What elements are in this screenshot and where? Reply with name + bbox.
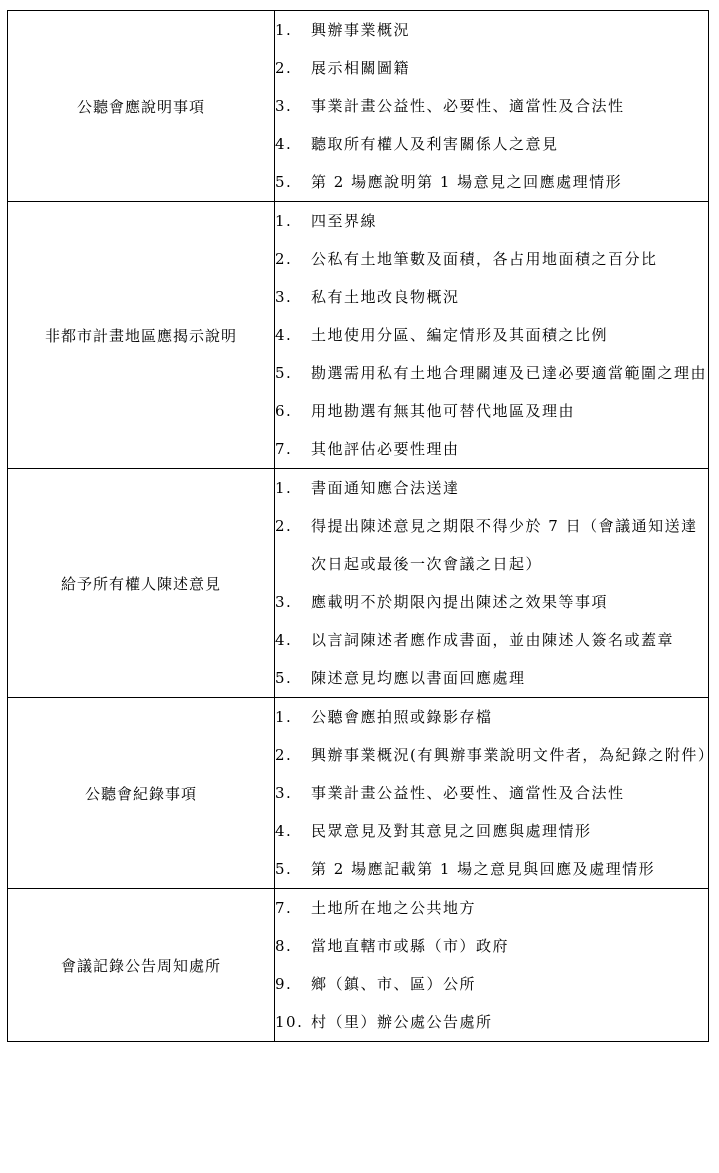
- item-text: 村（里）辦公處公告處所: [311, 1013, 493, 1031]
- item-text: 第 2 場應說明第 1 場意見之回應處理情形: [311, 173, 623, 191]
- list-item: [275, 87, 708, 125]
- list-item: [275, 889, 708, 927]
- list-item: [275, 965, 708, 1003]
- item-text: 鄉（鎮、市、區）公所: [311, 975, 477, 993]
- list-item: [275, 583, 708, 621]
- list-item: [275, 430, 708, 468]
- row-items: [275, 469, 709, 698]
- item-number: 9.: [275, 975, 293, 993]
- item-number: 1.: [275, 479, 293, 497]
- table-row: [8, 202, 709, 469]
- item-text: 事業計畫公益性、必要性、適當性及合法性: [311, 97, 625, 115]
- item-number: 7.: [275, 899, 293, 917]
- item-number: 3.: [275, 288, 293, 306]
- item-text: 民眾意見及對其意見之回應與處理情形: [311, 822, 592, 840]
- list-item: [275, 392, 708, 430]
- row-items: [275, 889, 709, 1042]
- table-row: [8, 889, 709, 1042]
- table-body: [8, 11, 715, 1042]
- list-item: [275, 698, 708, 736]
- item-text: 得提出陳述意見之期限不得少於 7 日（會議通知送達次日起或最後一次會議之日起）: [311, 517, 698, 573]
- item-number: 5.: [275, 669, 293, 687]
- item-number: 4.: [275, 135, 293, 153]
- item-number: 10.: [275, 1013, 304, 1031]
- item-list: [275, 698, 715, 888]
- item-number: 4.: [275, 326, 293, 344]
- item-text: 聽取所有權人及利害關係人之意見: [311, 135, 559, 153]
- list-item: [275, 125, 708, 163]
- list-item: [275, 850, 708, 888]
- item-number: 2.: [275, 59, 293, 77]
- item-text: 應載明不於期限內提出陳述之效果等事項: [311, 593, 609, 611]
- row-items: [275, 11, 709, 202]
- list-item: [275, 11, 708, 49]
- item-text: 興辦事業概況: [311, 21, 411, 39]
- row-label: 會議記錄公告周知處所: [8, 889, 275, 1042]
- item-number: 7.: [275, 440, 293, 458]
- item-text: 公聽會應拍照或錄影存檔: [311, 708, 493, 726]
- item-list: [275, 11, 708, 201]
- list-item: [275, 812, 708, 850]
- list-item: [275, 507, 708, 583]
- row-items: [275, 202, 709, 469]
- item-list: [275, 469, 708, 697]
- item-number: 2.: [275, 517, 293, 535]
- item-number: 5.: [275, 860, 293, 878]
- list-item: [275, 774, 708, 812]
- list-item: [275, 659, 708, 697]
- list-item: [275, 927, 708, 965]
- item-number: 3.: [275, 593, 293, 611]
- table-row: [8, 698, 709, 889]
- list-item: [275, 469, 708, 507]
- item-text: 其他評估必要性理由: [311, 440, 460, 458]
- item-number: 4.: [275, 631, 293, 649]
- item-list: [275, 202, 708, 468]
- item-number: 3.: [275, 784, 293, 802]
- item-text: 土地使用分區、編定情形及其面積之比例: [311, 326, 609, 344]
- list-item: [275, 202, 708, 240]
- table-row: [8, 11, 709, 202]
- list-item: [275, 49, 708, 87]
- list-item: [275, 621, 708, 659]
- item-number: 6.: [275, 402, 293, 420]
- row-label: 公聽會應說明事項: [8, 11, 275, 202]
- item-text: 用地勘選有無其他可替代地區及理由: [311, 402, 576, 420]
- row-items: [275, 698, 715, 889]
- requirements-table: [7, 10, 715, 1042]
- list-item: [275, 1003, 708, 1041]
- list-item: [275, 163, 708, 201]
- item-text: 書面通知應合法送達: [311, 479, 460, 497]
- row-label: 公聽會紀錄事項: [8, 698, 275, 889]
- item-number: 2.: [275, 746, 293, 764]
- table-row: [8, 469, 709, 698]
- item-number: 5.: [275, 364, 293, 382]
- list-item: [275, 278, 708, 316]
- item-number: 1.: [275, 708, 293, 726]
- item-list: [275, 889, 708, 1041]
- list-item: [275, 354, 708, 392]
- item-text: 勘選需用私有土地合理關連及已達必要適當範圍之理由: [311, 364, 708, 382]
- item-number: 1.: [275, 212, 293, 230]
- item-number: 4.: [275, 822, 293, 840]
- item-number: 8.: [275, 937, 293, 955]
- item-text: 陳述意見均應以書面回應處理: [311, 669, 526, 687]
- item-text: 土地所在地之公共地方: [311, 899, 477, 917]
- item-text: 公私有土地筆數及面積，各占用地面積之百分比: [311, 250, 658, 268]
- row-label: 非都市計畫地區應揭示說明: [8, 202, 275, 469]
- item-number: 5.: [275, 173, 293, 191]
- item-text: 當地直轄市或縣（市）政府: [311, 937, 510, 955]
- list-item: [275, 316, 708, 354]
- item-text: 興辦事業概況(有興辦事業說明文件者，為紀錄之附件）: [311, 746, 715, 764]
- item-text: 第 2 場應記載第 1 場之意見與回應及處理情形: [311, 860, 656, 878]
- item-text: 以言詞陳述者應作成書面，並由陳述人簽名或蓋章: [311, 631, 675, 649]
- list-item: [275, 736, 715, 774]
- item-text: 展示相關圖籍: [311, 59, 411, 77]
- list-item: [275, 240, 708, 278]
- item-text: 私有土地改良物概況: [311, 288, 460, 306]
- item-number: 2.: [275, 250, 293, 268]
- item-number: 1.: [275, 21, 293, 39]
- item-text: 事業計畫公益性、必要性、適當性及合法性: [311, 784, 625, 802]
- item-text: 四至界線: [311, 212, 378, 230]
- item-number: 3.: [275, 97, 293, 115]
- row-label: 給予所有權人陳述意見: [8, 469, 275, 698]
